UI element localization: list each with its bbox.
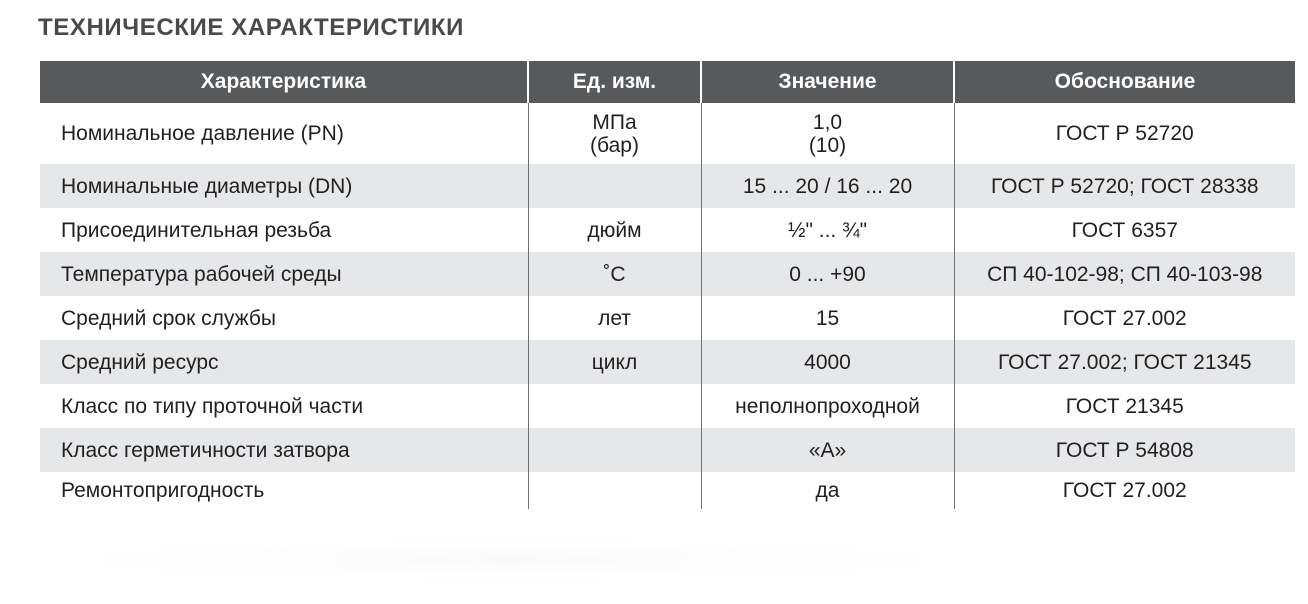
column-header-value: Значение [701,61,954,103]
table-row [40,340,1295,384]
cell-unit: дюйм [528,208,701,252]
cell-unit-line: МПа [592,110,637,134]
cell-unit [528,384,701,428]
cell-unit [528,164,701,208]
cell-value: «А» [701,428,954,472]
cell-value-line: 1,0 [812,110,843,134]
cell-unit [528,428,701,472]
cell-value: 15 ... 20 / 16 ... 20 [701,164,954,208]
table-row [40,252,1295,296]
cell-characteristic: Номинальные диаметры (DN) [40,164,528,208]
column-header-unit: Ед. изм. [528,61,701,103]
table-row [40,428,1295,472]
cell-characteristic: Температура рабочей среды [40,252,528,296]
cell-characteristic: Присоединительная резьба [61,218,332,242]
table-row [40,384,1295,428]
column-header-basis: Обоснование [954,61,1295,103]
table-row [40,296,1295,340]
cell-value-line: (10) [808,133,847,157]
cell-value: неполнопроходной [701,384,954,428]
table-row [40,164,1295,208]
cell-basis: ГОСТ 27.002 [954,472,1295,509]
cell-characteristic: Класс герметичности затвора [40,428,528,472]
cell-value: 15 [701,296,954,340]
background-smudge [60,540,960,580]
cell-value [701,103,954,164]
cell-basis: ГОСТ Р 52720; ГОСТ 28338 [954,164,1295,208]
cell-basis: СП 40-102-98; СП 40-103-98 [954,252,1295,296]
cell-unit-line: (бар) [590,133,639,157]
cell-characteristic: Класс по типу проточной части [61,394,364,418]
cell-value: 0 ... +90 [701,252,954,296]
cell-characteristic: Ремонтопригодность [61,479,265,502]
column-header-characteristic: Характеристика [40,61,528,103]
cell-basis: ГОСТ 27.002 [954,296,1295,340]
cell-unit [528,472,701,509]
cell-value: да [701,472,954,509]
cell-basis: ГОСТ 27.002; ГОСТ 21345 [954,340,1295,384]
cell-unit: ˚С [528,252,701,296]
cell-unit: лет [528,296,701,340]
specs-table [40,61,1295,509]
cell-value: 4000 [701,340,954,384]
cell-unit [528,103,701,164]
cell-basis: ГОСТ Р 52720 [954,103,1295,164]
cell-basis: ГОСТ 21345 [954,384,1295,428]
cell-characteristic: Номинальное давление (PN) [61,122,344,145]
page-title: ТЕХНИЧЕСКИЕ ХАРАКТЕРИСТИКИ [38,14,464,41]
table-row [40,208,1295,252]
cell-basis: ГОСТ 6357 [954,208,1295,252]
cell-characteristic: Средний ресурс [40,340,528,384]
cell-characteristic: Средний срок службы [61,306,276,330]
table-row [40,472,1295,509]
table-row [40,103,1295,164]
cell-unit: цикл [528,340,701,384]
cell-value: ½" ... ¾" [701,208,954,252]
cell-basis: ГОСТ Р 54808 [954,428,1295,472]
table-header-row [40,61,1295,103]
